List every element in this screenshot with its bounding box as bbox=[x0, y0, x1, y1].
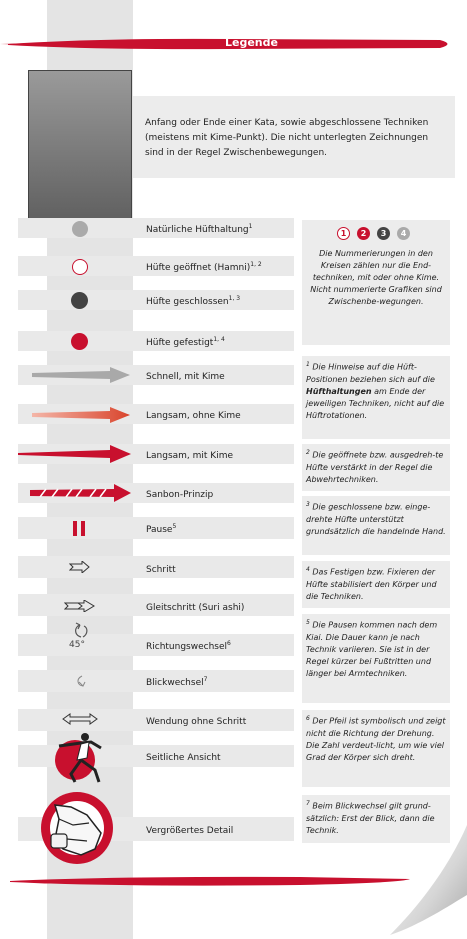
legend-label-sanbon: Sanbon-Prinzip bbox=[146, 490, 214, 500]
kata-box-symbol bbox=[28, 70, 132, 227]
turn-without-step-icon bbox=[62, 713, 98, 725]
legend-label-side-view: Seitliche Ansicht bbox=[146, 753, 221, 763]
legend-label-pause: Pause$^5$ bbox=[146, 523, 177, 535]
legend-label-glide-step: Gleitschritt (Suri ashi) bbox=[146, 603, 245, 613]
step-icon bbox=[69, 561, 91, 573]
page-title: Legende bbox=[225, 36, 278, 49]
closed-hip-dot-icon bbox=[71, 292, 88, 309]
numbering-note bbox=[302, 220, 450, 345]
legend-label-open-hip: Hüfte geöffnet (Hamni)$^{1, 2}$ bbox=[146, 261, 262, 273]
legend-label-slow-no-kime: Langsam, ohne Kime bbox=[146, 411, 241, 421]
glide-step-icon bbox=[64, 600, 96, 612]
fast-kime-arrow-icon bbox=[32, 366, 132, 384]
enlarged-detail-icon bbox=[37, 789, 121, 867]
sanbon-arrow-icon bbox=[30, 484, 133, 502]
number-circle-3: 3 bbox=[377, 227, 390, 240]
footnote-3: $^3$ Die geschlossene bzw. einge-drehte Hüfte unterstützt grundsätzlich die handelnde Hand. bbox=[302, 496, 450, 555]
numbering-note-text: Die Nummerierungen in den Kreisen zählen nur die End-techniken, mit oder ohne Kime. Nicht nummerierte Grafiken sind Zwischenbe-wegungen. bbox=[310, 249, 442, 306]
footnote-1: $^1$ Die Hinweise auf die Hüft-Positionen beziehen sich auf die Hüfthaltungen am Ende der jeweiligen Techniken, nicht auf die Hüftrotationen. bbox=[302, 356, 450, 439]
footer-brush-stroke bbox=[0, 874, 420, 888]
legend-label-fast-kime: Schnell, mit Kime bbox=[146, 372, 225, 382]
legend-label-slow-kime: Langsam, mit Kime bbox=[146, 451, 234, 461]
legend-label-enlarged-detail: Vergrößertes Detail bbox=[146, 826, 234, 836]
legend-label-step: Schritt bbox=[146, 565, 176, 575]
pause-bar-left-icon bbox=[73, 521, 77, 536]
footnote-6: $^6$ Der Pfeil ist symbolisch und zeigt nicht die Richtung der Drehung. Die Zahl verdeut-licht, um wie viel Grad der Körper sich dreht. bbox=[302, 710, 450, 787]
side-view-figure-icon bbox=[51, 730, 115, 790]
natural-hip-dot-icon bbox=[72, 221, 88, 237]
number-circle-1: 1 bbox=[337, 227, 350, 240]
legend-label-natural-hip: Natürliche Hüfthaltung$^1$ bbox=[146, 223, 253, 235]
slow-kime-arrow-icon bbox=[18, 445, 133, 463]
legend-label-gaze-change: Blickwechsel$^7$ bbox=[146, 676, 208, 688]
slow-no-kime-arrow-icon bbox=[32, 406, 132, 424]
footnote-7: $^7$ Beim Blickwechsel gilt grund-sätzlich: Erst der Blick, dann die Technik. bbox=[302, 795, 450, 843]
legend-label-turn-without-step: Wendung ohne Schritt bbox=[146, 717, 247, 727]
footnote-2: $^2$ Die geöffnete bzw. ausgedreh-te Hüfte verstärkt in der Regel die Abwehrtechniken. bbox=[302, 444, 450, 491]
gaze-change-icon bbox=[74, 674, 88, 688]
direction-change-icon bbox=[72, 622, 90, 638]
number-circle-4: 4 bbox=[397, 227, 410, 240]
legend-label-direction-change: Richtungswechsel$^6$ bbox=[146, 640, 231, 652]
number-circle-2: 2 bbox=[357, 227, 370, 240]
legend-label-closed-hip: Hüfte geschlossen$^{1, 3}$ bbox=[146, 295, 241, 307]
legend-label-fixed-hip: Hüfte gefestigt$^{1, 4}$ bbox=[146, 336, 225, 348]
open-hip-circle-icon bbox=[72, 259, 88, 275]
intro-text: Anfang oder Ende einer Kata, sowie abgeschlossene Techniken (meistens mit Kime-Punkt). Die nicht unterlegten Zeichnungen sind in der Regel Zwischenbewegungen. bbox=[145, 118, 429, 158]
pause-bar-right-icon bbox=[81, 521, 85, 536]
footnote-4: $^4$ Das Festigen bzw. Fixieren der Hüfte stabilisiert den Körper und die Techniken. bbox=[302, 561, 450, 608]
fixed-hip-dot-icon bbox=[71, 333, 88, 350]
footnote-5: $^5$ Die Pausen kommen nach dem Kiai. Die Dauer kann je nach Technik variieren. Sie ist in der Regel kürzer bei Fußtritten und länger bei Armtechniken. bbox=[302, 614, 450, 703]
angle-label: 45° bbox=[69, 640, 85, 650]
